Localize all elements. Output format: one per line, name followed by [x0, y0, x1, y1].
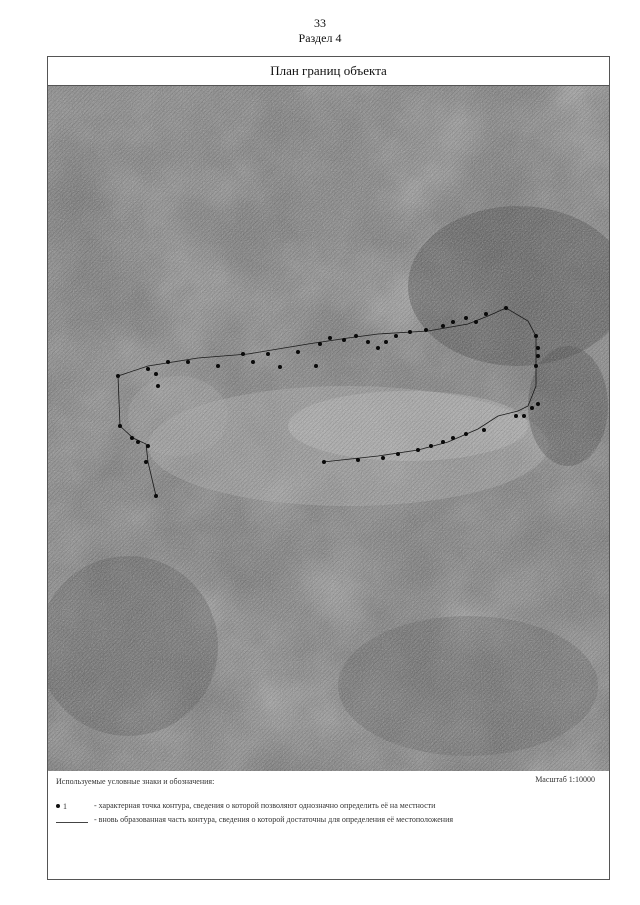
legend-point-label: 1 — [63, 801, 67, 811]
legend-item-line — [56, 815, 599, 825]
map-scale: Масштаб 1:10000 — [535, 775, 595, 784]
plan-title: План границ объекта — [48, 57, 609, 86]
legend-item-point — [56, 801, 599, 811]
line-sample-icon — [56, 822, 88, 823]
point-marker-icon — [56, 804, 60, 808]
legend-line-text: - вновь образованная часть контура, сведения о которой достаточны для определения её местоположения — [94, 815, 454, 824]
legend-heading: Используемые условные знаки и обозначения: — [56, 777, 215, 786]
aerial-map — [48, 86, 609, 771]
plan-frame — [47, 56, 610, 880]
section-title: Раздел 4 — [298, 31, 342, 45]
aerial-image-svg — [48, 86, 609, 771]
legend-point-text: - характерная точка контура, сведения о которой позволяют однозначно определить её на местности — [94, 801, 436, 810]
legend — [48, 771, 609, 879]
page-number: 33 — [314, 16, 326, 30]
